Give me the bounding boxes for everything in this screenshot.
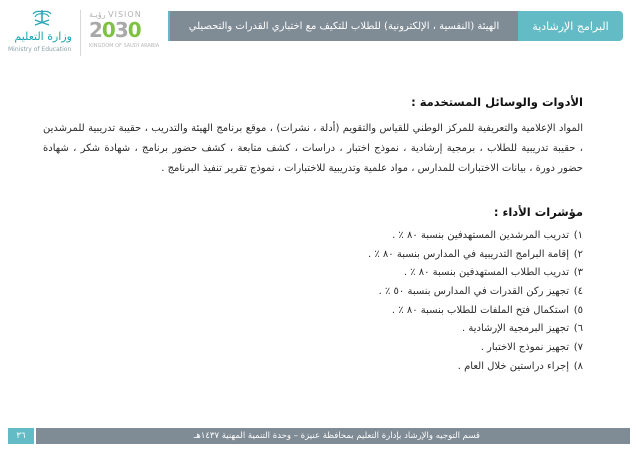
logos <box>8 8 163 58</box>
footer-text: قسم التوجيه والإرشاد بإدارة التعليم بمحافظة عنيزة – وحدة التنمية المهنية ١٤٣٧هـ <box>36 428 630 444</box>
list-item: ٦) تجهيز البرمجية الإرشادية . <box>462 323 583 335</box>
section-tab: البرامج الإرشادية <box>518 11 623 41</box>
list-item: ١) تدريب المرشدين المستهدفين بنسبة ٨٠ ٪ . <box>392 230 583 241</box>
tools-text: المواد الإعلامية والتعريفية للمركز الوطني للقياس والتقويم (أدلة ، نشرات) ، موقع برنامج الهيئة والتدريب ، حقيبة تدريبية للمرشدين ، حقيبة تدريبية للطلاب ، برمجية إرشادية ، نموذج اختبار ، دراسات ، كشف متابعة ، كشف حضور برنامج ، شهادة شكر ، شهادة حضور دورة ، بيانات الاختبارات للمدارس ، مواد علمية وتدريبية للاختبارات ، نموذج تقرير تنفيذ البرنامج . <box>43 123 583 174</box>
content <box>43 95 583 377</box>
header-bar <box>168 11 623 41</box>
indicators-heading: مؤشرات الأداء : <box>493 205 583 219</box>
vision-2030-logo <box>80 10 165 56</box>
list-item: ٣) تدريب الطلاب المستهدفين بنسبة ٨٠ ٪ . <box>403 267 583 279</box>
vision-label: رؤيـة VISION <box>89 10 142 19</box>
ministry-logo <box>8 8 76 58</box>
ministry-name-ar: وزارة التعليم <box>14 30 72 43</box>
ministry-name-en: Ministry of Education <box>8 46 72 53</box>
footer <box>8 428 630 444</box>
list-item: ٥) استكمال فتح الملفات للطلاب بنسبة ٨٠ ٪ . <box>391 304 583 316</box>
header-title: الهيئة (النفسية ، الإلكترونية) للطلاب للتكيف مع اختباري القدرات والتحصيلي <box>168 11 518 41</box>
indicators-list <box>43 227 583 377</box>
tools-heading: الأدوات والوسائل المستخدمة : <box>411 95 583 109</box>
list-item: ٨) إجراء دراستين خلال العام . <box>457 360 583 372</box>
list-item: ٢) إقامة البرامج التدريبية في المدارس بنسبة ٨٠ ٪ . <box>367 248 583 260</box>
vision-sub: KINGDOM OF SAUDI ARABIA <box>89 43 160 49</box>
page-number: ٣٦ <box>8 428 34 444</box>
vision-year: 2030 <box>89 18 141 42</box>
palm-emblem-icon <box>30 8 54 28</box>
list-item: ٧) تجهيز نموذج الاختبار . <box>480 342 583 354</box>
list-item: ٤) تجهيز ركن القدرات في المدارس بنسبة ٥٠ ٪ . <box>378 286 583 298</box>
